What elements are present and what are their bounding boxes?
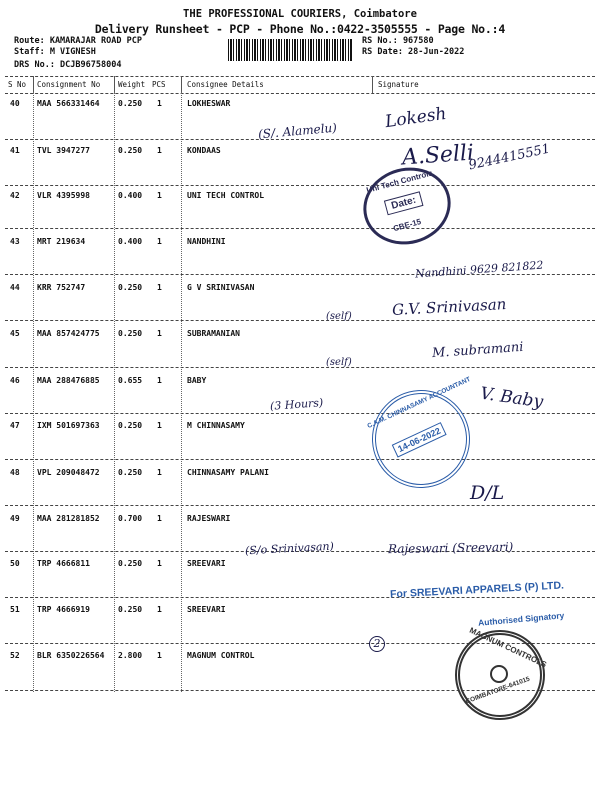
pcs: 1 [157,421,162,430]
consignee: UNI TECH CONTROL [187,191,265,200]
weight: 0.400 [118,191,143,200]
consignment-no: VPL 209048472 [37,468,100,477]
consignment-no: BLR 6350226564 [37,651,105,660]
pcs: 1 [157,146,162,155]
weight: 0.250 [118,559,143,568]
weight: 0.250 [118,329,143,338]
stamp-text: MAGNUM CONTROLS [468,625,548,670]
rs-date: RS Date: 28-Jun-2022 [362,47,465,57]
accountant-stamp [356,374,486,504]
runsheet-title: THE PROFESSIONAL COURIERS, Coimbatore [183,8,417,20]
consignment-no: MAA 281281852 [37,514,100,523]
stamp-date: 14-06-2022 [392,422,447,458]
weight: 0.250 [118,468,143,477]
signature: M. subramani [431,339,524,362]
stamp-text: C.A.M. CHINNASAMY ACCOUNTANT [366,375,472,430]
pcs: 1 [157,191,162,200]
handwritten-note: (self) [326,311,352,322]
sno: 51 [10,605,20,614]
pcs: 1 [157,468,162,477]
handwritten-phone: 9244415551 [467,141,552,174]
sno: 50 [10,559,20,568]
consignee: NANDHINI [187,237,226,246]
handwritten-note: (S/. Alamelu) [257,120,338,142]
signature: V. Baby [478,383,545,413]
handwritten-note: (3 Hours) [269,396,324,413]
col-consignee: Consignee Details [187,80,264,89]
star-icon [490,665,508,683]
consignment-no: VLR 4395998 [37,191,90,200]
sno: 46 [10,376,20,385]
consignee: M CHINNASAMY [187,421,245,430]
consignee: SREEVARI [187,559,226,568]
sno: 42 [10,191,20,200]
stamp-text: CBE-15 [392,217,423,234]
pcs: 1 [157,99,162,108]
authorised-signatory: Authorised Signatory [477,610,565,628]
weight: 2.800 [118,651,143,660]
sno: 45 [10,329,20,338]
stamp-text: Uni Tech Controls [365,168,434,195]
consignment-no: MAA 566331464 [37,99,100,108]
col-sno: S No [8,80,27,89]
handwritten-note: (self) [326,357,352,368]
header-top-rule [5,76,595,77]
pcs: 1 [157,559,162,568]
stamp-text: COIMBATORE-641015 [464,675,531,706]
handwritten-note: (S/o Srinivasan) [244,539,335,558]
sno: 47 [10,421,20,430]
consignment-no: TRP 4666811 [37,559,90,568]
weight: 0.250 [118,146,143,155]
consignee: G V SRINIVASAN [187,283,255,292]
weight: 0.250 [118,605,143,614]
consignment-no: IXM 501697363 [37,421,100,430]
sno: 49 [10,514,20,523]
signature: Rajeswari (Sreevari) [387,539,514,557]
consignee: KONDAAS [187,146,221,155]
sno: 41 [10,146,20,155]
unitech-stamp [355,158,460,254]
consignee: MAGNUM CONTROL [187,651,255,660]
handwritten-initial: 2 [369,636,385,652]
pcs: 1 [157,514,162,523]
pcs: 1 [157,605,162,614]
weight: 0.700 [118,514,143,523]
consignee: CHINNASAMY PALANI [187,468,269,477]
magnum-stamp [455,625,548,720]
runsheet-subtitle: Delivery Runsheet - PCP - Phone No.:0422-3505555 - Page No.:4 [94,22,506,36]
handwritten-note: Nandhini 9629 821822 [414,258,544,281]
consignee: LOKHESWAR [187,99,231,108]
weight: 0.250 [118,283,143,292]
pcs: 1 [157,651,162,660]
weight: 0.250 [118,99,143,108]
consignee: SUBRAMANIAN [187,329,240,338]
stamp-text: Date: [384,191,424,215]
col-pcs: PCS [152,80,166,89]
signature: Lokesh [383,103,448,133]
drs-label: DRS No.: DCJB96758004 [14,60,122,70]
weight: 0.400 [118,237,143,246]
sno: 44 [10,283,20,292]
sno: 40 [10,99,20,108]
col-weight: Weight [118,80,146,89]
consignment-no: MRT 219634 [37,237,86,246]
barcode [228,39,353,61]
rs-number: RS No.: 967580 [362,36,434,46]
header-bottom-rule [5,93,595,94]
pcs: 1 [157,329,162,338]
signature: A.Selli [401,140,475,171]
weight: 0.655 [118,376,143,385]
consignee: RAJESWARI [187,514,231,523]
consignment-no: TVL 3947277 [37,146,90,155]
pcs: 1 [157,283,162,292]
consignment-no: MAA 857424775 [37,329,100,338]
pcs: 1 [157,376,162,385]
consignment-no: TRP 4666919 [37,605,90,614]
col-consignment: Consignment No [37,80,101,89]
pcs: 1 [157,237,162,246]
col-signature: Signature [378,80,419,89]
consignment-no: MAA 288476885 [37,376,100,385]
weight: 0.250 [118,421,143,430]
route-label: Route: KAMARAJAR ROAD PCP [14,36,142,46]
sno: 48 [10,468,20,477]
sno: 43 [10,237,20,246]
consignee: BABY [187,376,207,385]
signature: D/L [470,482,505,504]
sno: 52 [10,651,20,660]
signature: G.V. Srinivasan [391,295,507,319]
staff-label: Staff: M VIGNESH [14,47,96,57]
consignment-no: KRR 752747 [37,283,86,292]
consignee: SREEVARI [187,605,226,614]
company-seal-line: For SREEVARI APPARELS (P) LTD. [389,579,565,601]
